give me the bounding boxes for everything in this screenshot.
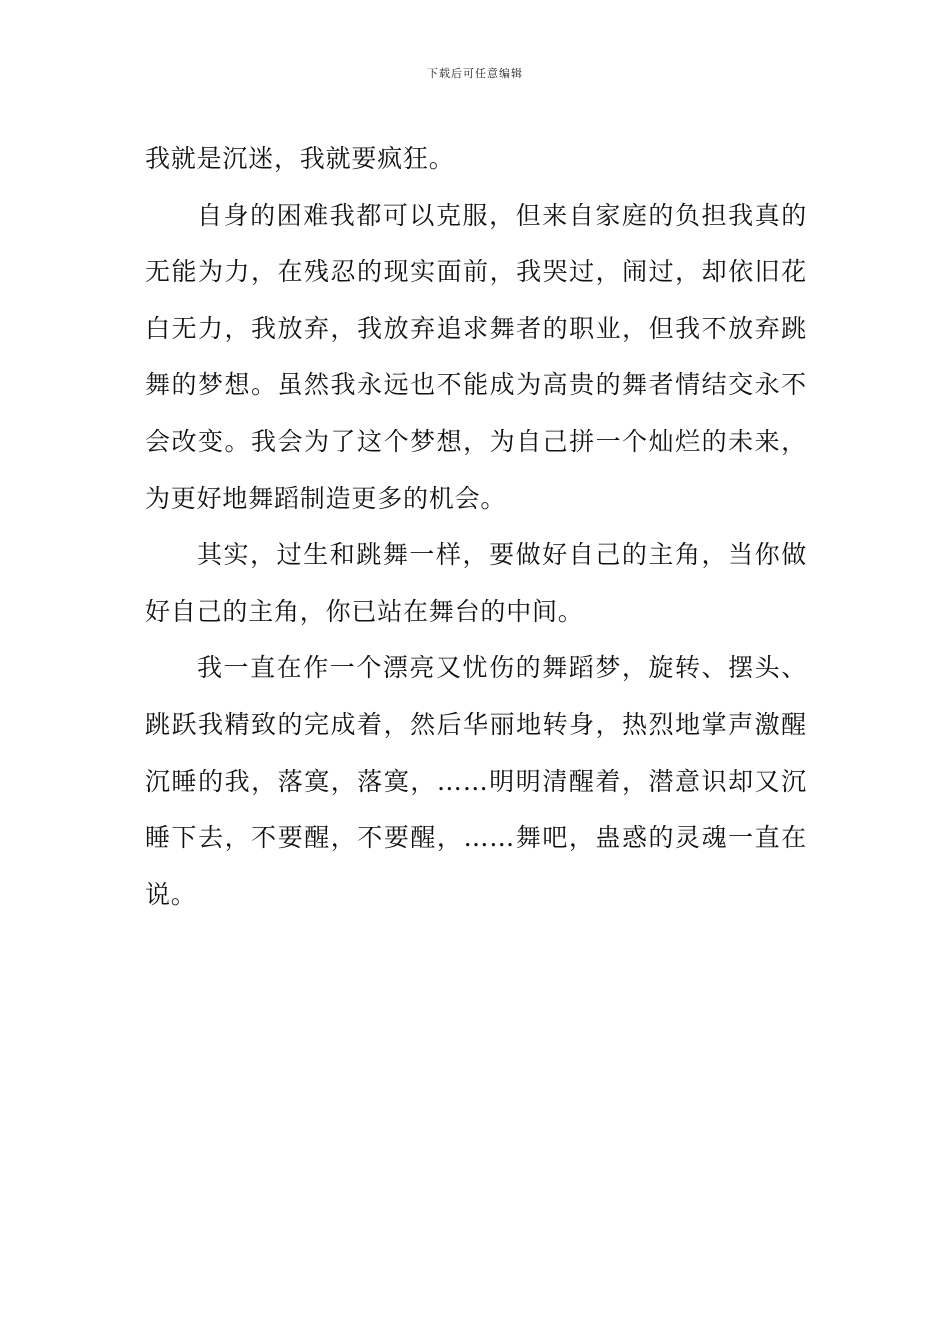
document-body: [145, 131, 807, 923]
paragraph-4: 我一直在作一个漂亮又忧伤的舞蹈梦，旋转、摆头、跳跃我精致的完成着，然后华丽地转身，热烈地掌声激醒沉睡的我，落寞，落寞，……明明清醒着，潜意识却又沉睡下去，不要醒，不要醒，……舞吧，蛊惑的灵魂一直在说。: [145, 653, 807, 909]
paragraph-2: 自身的困难我都可以克服，但来自家庭的负担我真的无能为力，在残忍的现实面前，我哭过，闹过，却依旧花白无力，我放弃，我放弃追求舞者的职业，但我不放弃跳舞的梦想。虽然我永远也不能成为高贵的舞者情结交永不会改变。我会为了这个梦想，为自己拼一个灿烂的未来，为更好地舞蹈制造更多的机会。: [145, 200, 807, 513]
header-note: 下载后可任意编辑: [427, 67, 523, 80]
paragraph-3: 其实，过生和跳舞一样，要做好自己的主角，当你做好自己的主角，你已站在舞台的中间。: [145, 540, 807, 626]
paragraph-1: 我就是沉迷，我就要疯狂。: [145, 144, 455, 173]
